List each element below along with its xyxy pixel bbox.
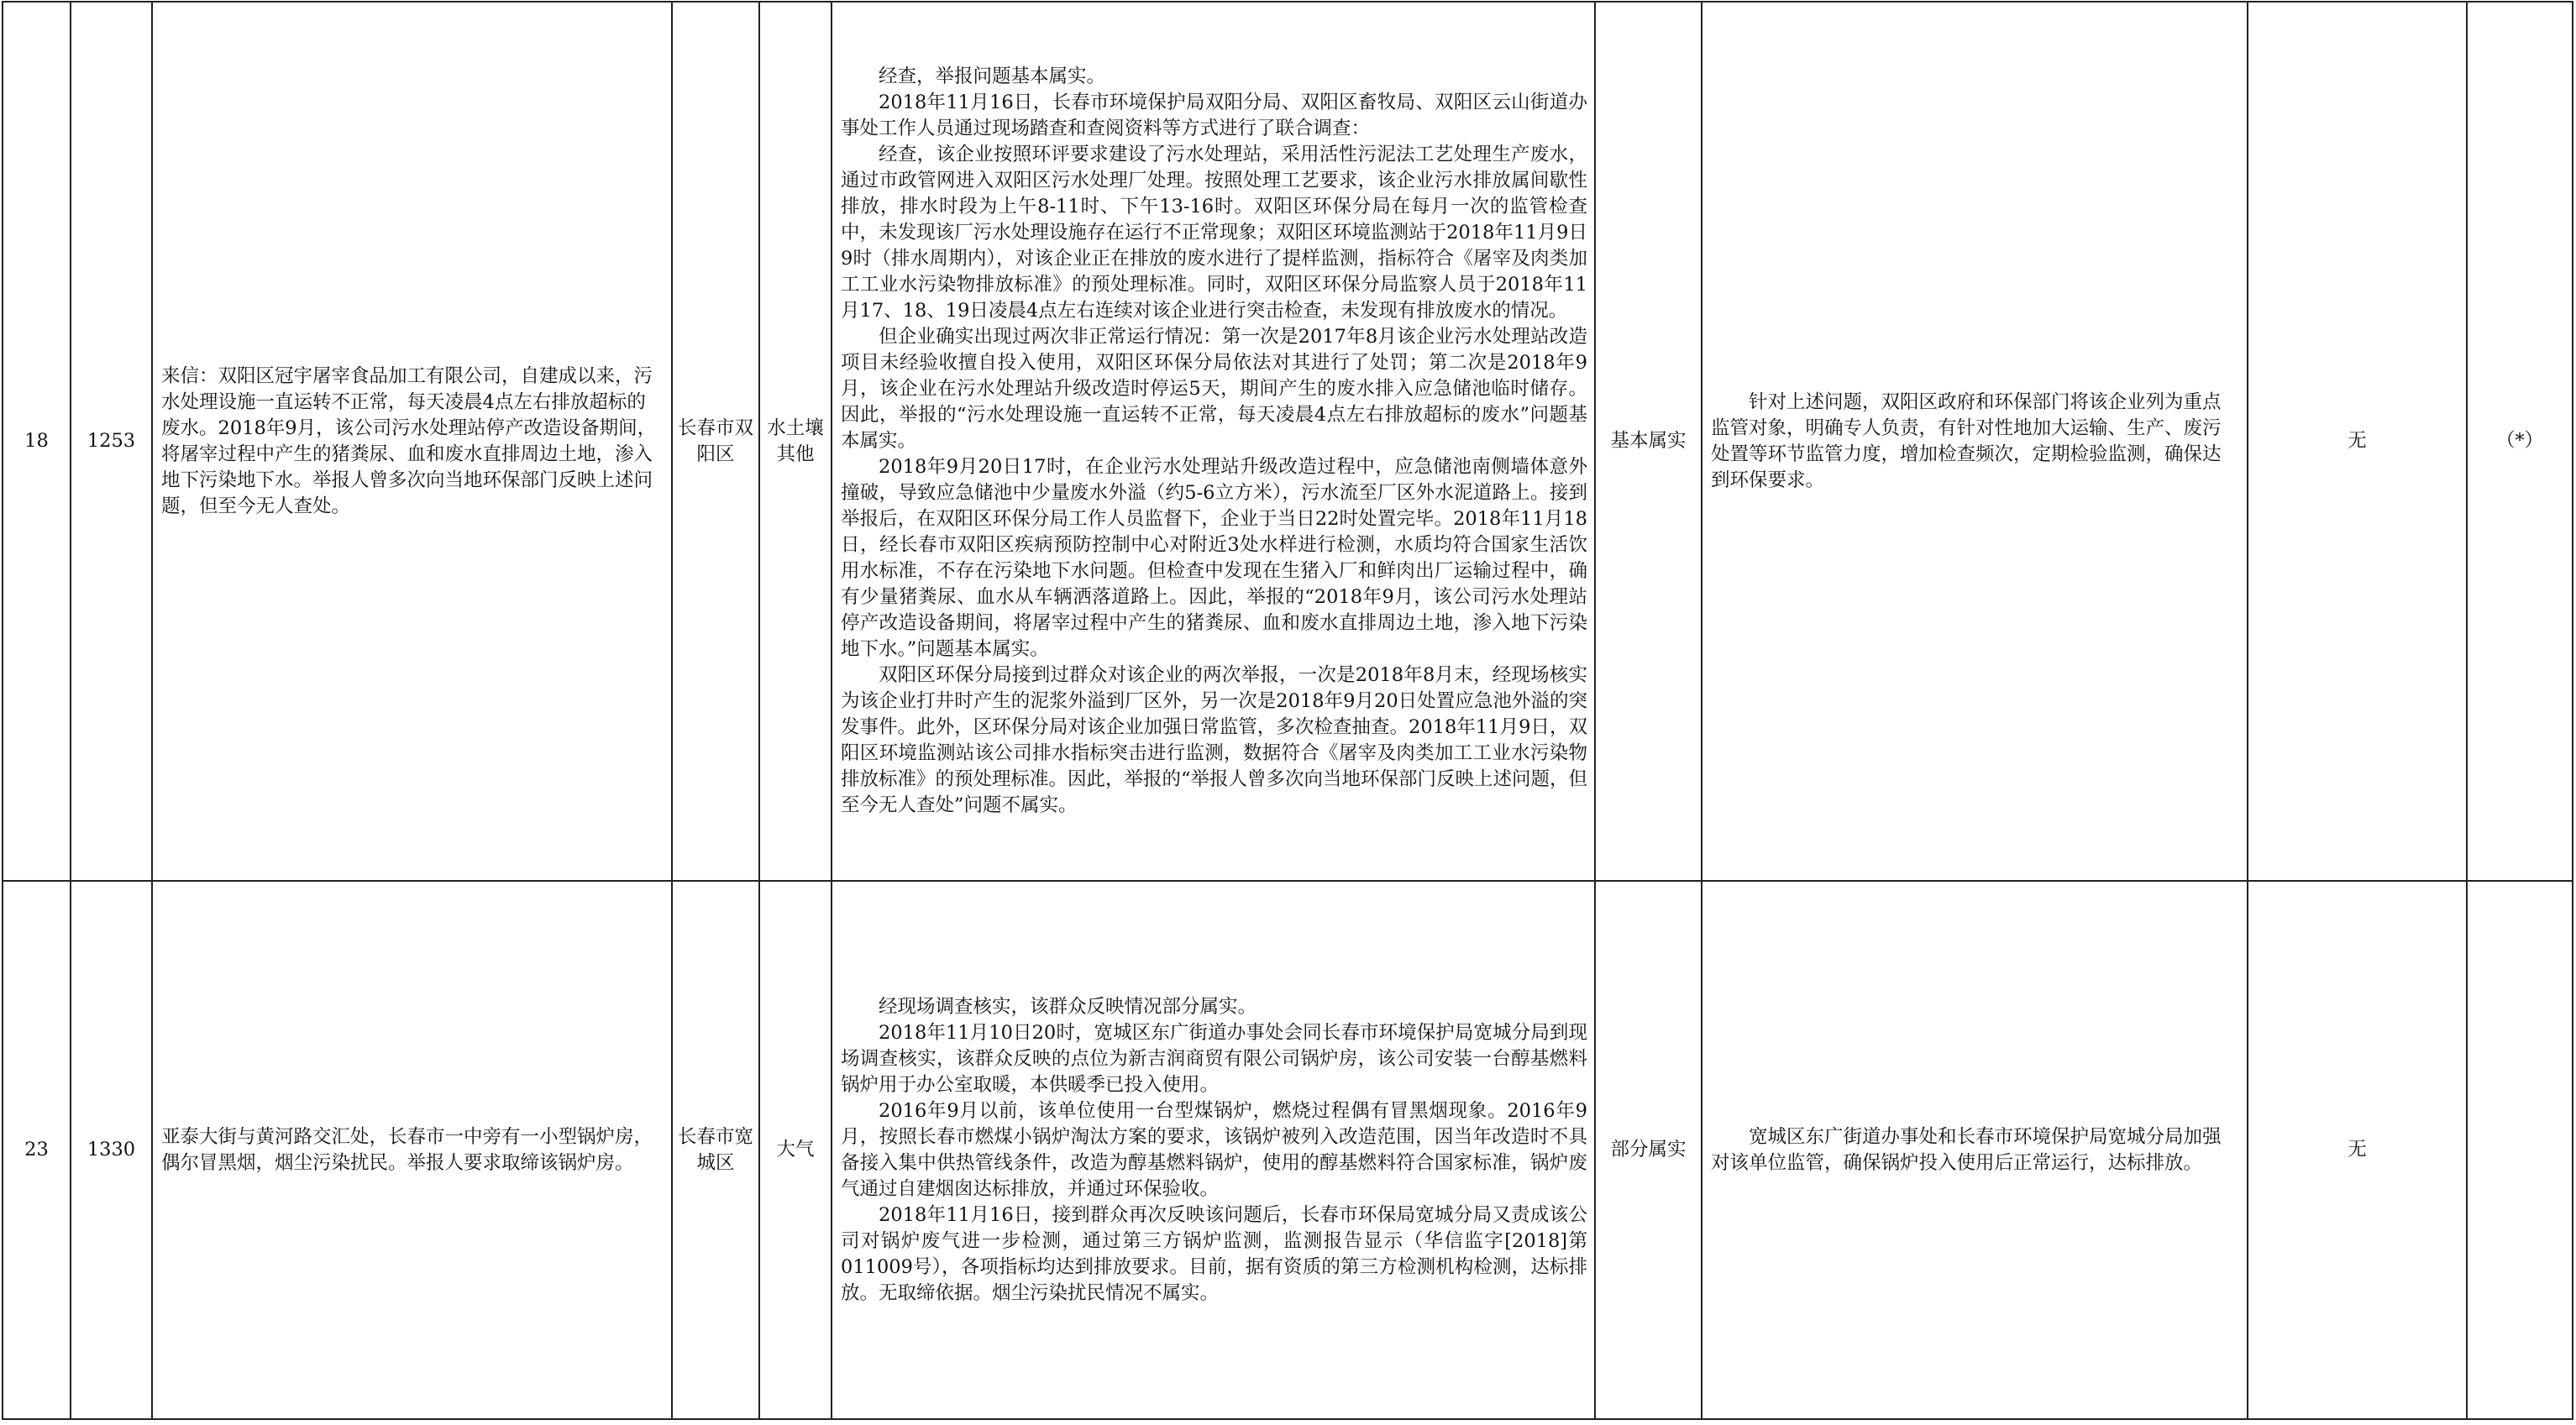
verify-paragraph: 双阳区环保分局接到过群众对该企业的两次举报，一次是2018年8月末，经现场核实为该企业打井时产生的泥浆外溢到厂区外，另一次是2018年9月20日处置应急池外溢的突发事件。此外，区环保分局对该企业加强日常监管，多次检查抽查。2018年11月9日，双阳区环境监测站该公司排水指标突击进行监测，数据符合《屠宰及肉类加工工业水污染物排放标准》的预处理标准。因此，举报的“举报人曾多次向当地环保部门反映上述问题，但至今无人查处”问题不属实。: [841, 664, 1588, 816]
row-number: 23: [3, 881, 71, 1419]
handling-measures: [1702, 2, 2248, 881]
pollution-type: 大气: [759, 881, 832, 1419]
verification-result: 基本属实: [1595, 2, 1702, 881]
verify-paragraph: 经查，举报问题基本属实。: [879, 65, 1106, 87]
pollution-type: 水土壤其他: [759, 2, 832, 881]
row-number: 18: [3, 2, 71, 881]
case-id: 1330: [71, 881, 152, 1419]
verification-result: 部分属实: [1595, 881, 1702, 1419]
complaint-content: 亚泰大街与黄河路交汇处，长春市一中旁有一小型锅炉房，偶尔冒黑烟，烟尘污染扰民。举报人要求取缔该锅炉房。: [152, 881, 672, 1419]
verify-paragraph: 经现场调查核实，该群众反映情况部分属实。: [879, 995, 1257, 1018]
verify-paragraph: 2018年9月20日17时，在企业污水处理站升级改造过程中，应急储池南侧墙体意外撞破，导致应急储池中少量废水外溢（约5-6立方米），污水流至厂区外水泥道路上。接到举报后，在双阳区环保分局工作人员监督下，企业于当日22时处置完毕。2018年11月18日，经长春市双阳区疾病预防控制中心对附近3处水样进行检测，水质均符合国家生活饮用水标准，不存在污染地下水问题。但检查中发现在生猪入厂和鲜肉出厂运输过程中，确有少量猪粪尿、血水从车辆洒落道路上。因此，举报的“2018年9月，该公司污水处理站停产改造设备期间，将屠宰过程中产生的猪粪尿、血和废水直排周边土地，渗入地下污染地下水。”问题基本属实。: [841, 456, 1587, 660]
verify-paragraph: 2018年11月16日，长春市环境保护局双阳分局、双阳区畜牧局、双阳区云山街道办事处工作人员通过现场踏查和查阅资料等方式进行了联合调查：: [841, 92, 1587, 139]
region: 长春市双阳区: [672, 2, 759, 881]
complaint-content: 来信：双阳区冠宇屠宰食品加工有限公司，自建成以来，污水处理设施一直运转不正常，每天凌晨4点左右排放超标的废水。2018年9月，该公司污水处理站停产改造设备期间，将屠宰过程中产生的猪粪尿、血和废水直排周边土地，渗入地下污染地下水。举报人曾多次向当地环保部门反映上述问题，但至今无人查处。: [152, 2, 672, 881]
verify-paragraph: 2018年11月16日，接到群众再次反映该问题后，长春市环保局宽城分局又责成该公司对锅炉废气进一步检测，通过第三方锅炉监测，监测报告显示（华信监字[2018]第011009号），各项指标均达到排放要求。目前，据有资质的第三方检测机构检测，达标排放。无取缔依据。烟尘污染扰民情况不属实。: [841, 1203, 1587, 1304]
verification-details: [832, 2, 1595, 881]
verify-paragraph: 2018年11月10日20时，宽城区东广街道办事处会同长春市环境保护局宽城分局到现场调查核实，该群众反映的点位为新吉润商贸有限公司锅炉房，该公司安装一台醇基燃料锅炉用于办公室取暖，本供暖季已投入使用。: [841, 1021, 1587, 1096]
verification-table: [2, 1, 2573, 1420]
table-row: [3, 2, 2573, 881]
handling-text: 宽城区东广街道办事处和长春市环境保护局宽城分局加强对该单位监管，确保锅炉投入使用后正常运行，达标排放。: [1711, 1125, 2222, 1174]
verify-paragraph: 但企业确实出现过两次非正常运行情况：第一次是2017年8月该企业污水处理站改造项目未经验收擅自投入使用，双阳区环保分局依法对其进行了处罚；第二次是2018年9月，该企业在污水处理站升级改造时停运5天，期间产生的废水排入应急储池临时储存。因此，举报的“污水处理设施一直运转不正常，每天凌晨4点左右排放超标的废水”问题基本属实。: [841, 326, 1587, 452]
handling-measures: [1702, 881, 2248, 1419]
remark: （*）: [2467, 2, 2573, 881]
case-id: 1253: [71, 2, 152, 881]
table-row: [3, 881, 2573, 1419]
region: 长春市宽城区: [672, 881, 759, 1419]
verify-paragraph: 2016年9月以前，该单位使用一台型煤锅炉，燃烧过程偶有冒黑烟现象。2016年9月，按照长春市燃煤小锅炉淘汰方案的要求，该锅炉被列入改造范围，因当年改造时不具备接入集中供热管线条件，改造为醇基燃料锅炉，使用的醇基燃料符合国家标准，锅炉废气通过自建烟囱达标排放，并通过环保验收。: [841, 1099, 1587, 1200]
remark: [2467, 881, 2573, 1419]
accountability: 无: [2248, 881, 2467, 1419]
verify-paragraph: 经查，该企业按照环评要求建设了污水处理站，采用活性污泥法工艺处理生产废水，通过市政管网进入双阳区污水处理厂处理。按照处理工艺要求，该企业污水排放属间歇性排放，排水时段为上午8-11时、下午13-16时。双阳区环保分局在每月一次的监管检查中，未发现该厂污水处理设施存在运行不正常现象；双阳区环境监测站于2018年11月9日9时（排水周期内），对该企业正在排放的废水进行了提样监测，指标符合《屠宰及肉类加工工业水污染物排放标准》的预处理标准。同时，双阳区环保分局监察人员于2018年11月17、18、19日凌晨4点左右连续对该企业进行突击检查，未发现有排放废水的情况。: [841, 144, 1587, 322]
verification-details: [832, 881, 1595, 1419]
accountability: 无: [2248, 2, 2467, 881]
handling-text: 针对上述问题，双阳区政府和环保部门将该企业列为重点监管对象，明确专人负责，有针对性地加大运输、生产、废污处置等环节监管力度，增加检查频次，定期检验监测，确保达到环保要求。: [1711, 390, 2222, 491]
